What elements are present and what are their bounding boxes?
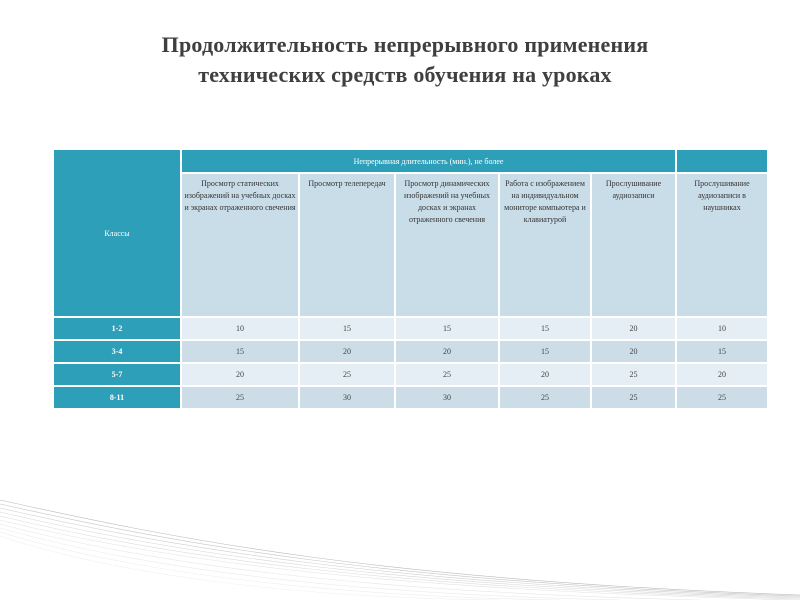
table-row bbox=[53, 363, 768, 386]
table-cell: 15 bbox=[499, 340, 591, 363]
table-cell: 25 bbox=[299, 363, 395, 386]
table-cell: 10 bbox=[676, 317, 768, 340]
column-header: Просмотр телепередач bbox=[299, 173, 395, 317]
table-cell: 25 bbox=[676, 386, 768, 409]
table-cell: 25 bbox=[591, 363, 676, 386]
table-cell: 30 bbox=[299, 386, 395, 409]
table-cell: 20 bbox=[299, 340, 395, 363]
table-cell: 20 bbox=[181, 363, 299, 386]
table-cell: 25 bbox=[395, 363, 499, 386]
table-cell: 15 bbox=[395, 317, 499, 340]
slide-title bbox=[60, 30, 750, 90]
table-cell: 10 bbox=[181, 317, 299, 340]
table-cell: 15 bbox=[676, 340, 768, 363]
table-row bbox=[53, 317, 768, 340]
row-label: 5-7 bbox=[53, 363, 181, 386]
row-label: 8-11 bbox=[53, 386, 181, 409]
duration-span-header: Непрерывная длительность (мин.), не более bbox=[181, 149, 676, 173]
decorative-waves bbox=[0, 470, 800, 600]
title-line-1: Продолжительность непрерывного применения bbox=[161, 32, 649, 57]
table-cell: 25 bbox=[499, 386, 591, 409]
table-cell: 20 bbox=[591, 317, 676, 340]
table-cell: 15 bbox=[299, 317, 395, 340]
table-cell: 20 bbox=[499, 363, 591, 386]
column-header: Прослушивание аудиозаписи bbox=[591, 173, 676, 317]
duration-table bbox=[52, 148, 769, 410]
row-label: 1-2 bbox=[53, 317, 181, 340]
title-line-2: технических средств обучения на уроках bbox=[198, 62, 612, 87]
table-cell: 25 bbox=[591, 386, 676, 409]
table-cell: 15 bbox=[181, 340, 299, 363]
header-blank-cell bbox=[676, 149, 768, 173]
column-header: Просмотр динамических изображений на учебных досках и экранах отраженного свечения bbox=[395, 173, 499, 317]
table-cell: 20 bbox=[591, 340, 676, 363]
column-header: Прослушивание аудиозаписи в наушниках bbox=[676, 173, 768, 317]
column-header: Просмотр статических изображений на учебных досках и экранах отраженного свечения bbox=[181, 173, 299, 317]
table-cell: 20 bbox=[676, 363, 768, 386]
table-row bbox=[53, 340, 768, 363]
table-cell: 30 bbox=[395, 386, 499, 409]
table-row bbox=[53, 386, 768, 409]
row-label: 3-4 bbox=[53, 340, 181, 363]
table-cell: 25 bbox=[181, 386, 299, 409]
column-header: Работа с изображением на индивидуальном мониторе компьютера и клавиатурой bbox=[499, 173, 591, 317]
classes-header: Классы bbox=[53, 149, 181, 317]
table-cell: 15 bbox=[499, 317, 591, 340]
table-cell: 20 bbox=[395, 340, 499, 363]
